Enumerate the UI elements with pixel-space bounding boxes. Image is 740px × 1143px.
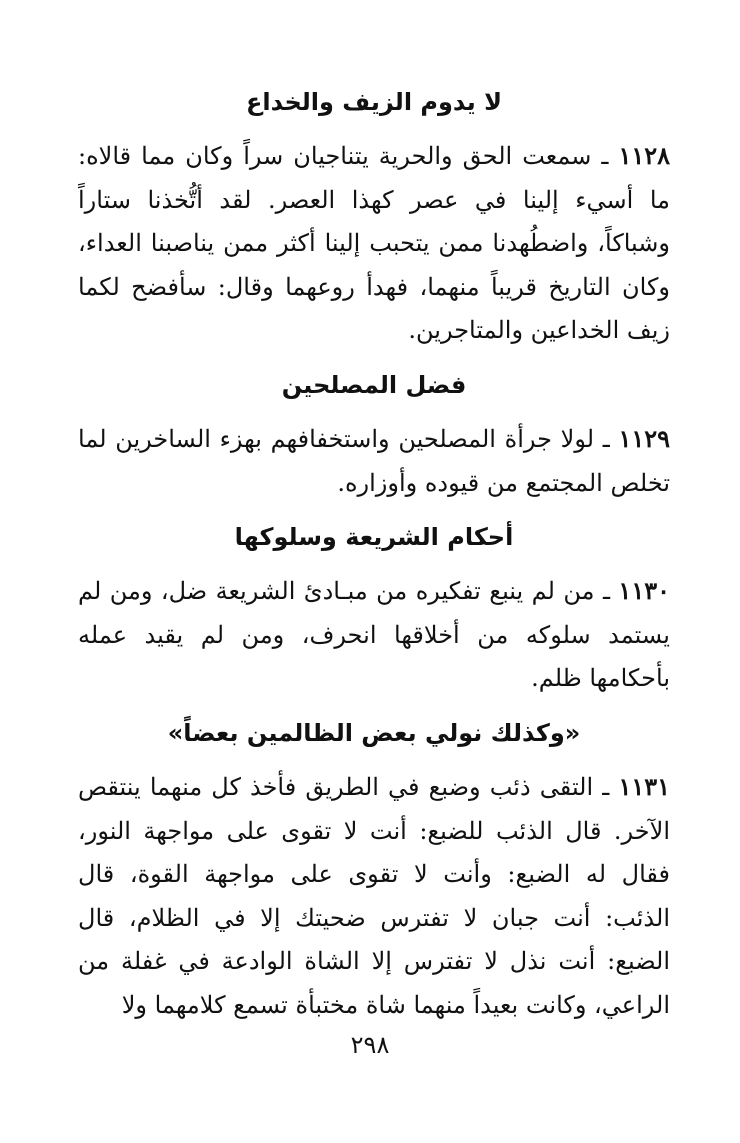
section-heading: «وكذلك نولي بعض الظالمين بعضاً» [167,718,581,747]
paragraph-text: لولا جرأة المصلحين واستخفافهم بهزء الساخرين لما تخلص المجتمع من قيوده وأوزاره. [78,424,670,497]
page-number: ٢٩٨ [350,1031,390,1059]
paragraph [78,134,670,353]
section-heading: فضل المصلحين [281,370,467,399]
paragraph-dash: ـ [593,772,619,801]
paragraph-number: ١١٢٨ [618,141,671,170]
paragraph-number: ١١٣٠ [618,576,670,606]
paragraph-text: من لم ينبع تفكيره من مبـادئ الشريعة ضل، ومن لم يستمد سلوكه من أخلاقها انحرف، ومن لم يقيد عمله بأحكامها ظلم. [78,577,670,693]
paragraph-dash: ـ [594,577,619,606]
paragraph-number: ١١٢٩ [618,423,670,453]
paragraph [78,417,670,505]
paragraph-dash: ـ [594,424,619,453]
book-page [78,70,670,1028]
paragraph-number: ١١٣١ [618,771,670,801]
section-heading: لا يدوم الزيف والخداع [245,88,503,116]
paragraph-dash: ـ [591,142,619,170]
section-heading: أحكام الشريعة وسلوكها [234,523,514,552]
paragraph-text: التقى ذئب وضبع في الطريق فأخذ كل منهما ينتقص الآخر. قال الذئب للضبع: أنت لا تقوى على مواجهة النور، فقال له الضبع: وأنت لا تقوى على مواجهة القوة، قال الذئب: أنت جبان لا تفترس ضحيتك إلا في الظلام، قال الضبع: أنت نذل لا تفترس إلا الشاة الوادعة في غفلة من الراعي، وكانت بعيداً منهما شاة مختبأة تسمع كلامهما ولا [78,772,670,1019]
paragraph-text: سمعت الحق والحرية يتناجيان سراً وكان مما قالاه: ما أسيء إلينا في عصر كهذا العصر. لقد أتُّخذنا ستاراً وشباكاً، واضطُهدنا ممن يتحبب إلينا أكثر ممن يناصبنا العداء، وكان التاريخ قريباً منهما، فهدأ روعهما وقال: سأفضح لكما زيف الخداعين والمتاجرين. [78,142,671,345]
paragraph [78,765,670,1028]
paragraph [78,569,670,701]
